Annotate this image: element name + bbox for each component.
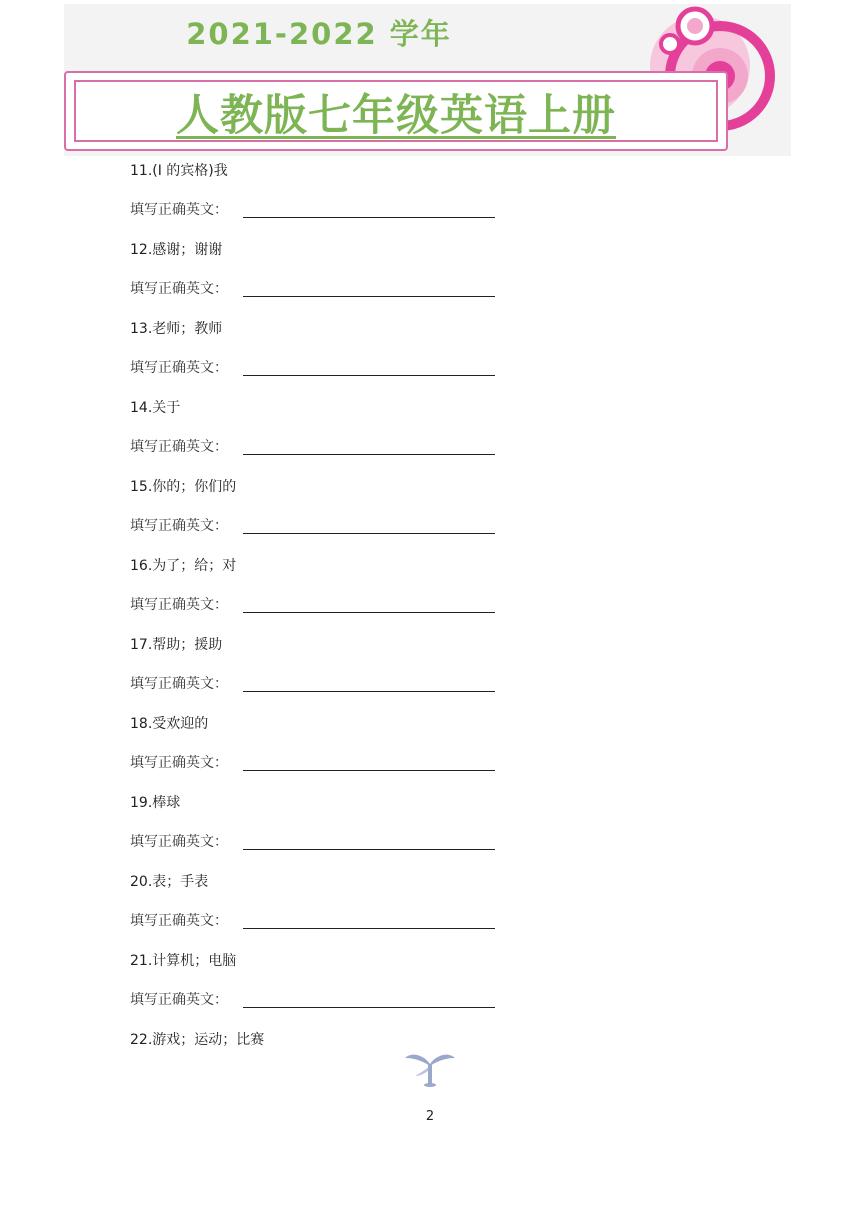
- answer-blank-line[interactable]: [243, 612, 495, 613]
- answer-row: [130, 833, 228, 851]
- answer-label: 填写正确英文：: [130, 439, 228, 455]
- answer-row: [130, 675, 228, 693]
- school-year-heading: 2021-2022 学年: [186, 17, 452, 51]
- exercise-prompt: 21.计算机；电脑: [130, 953, 237, 969]
- answer-blank-line[interactable]: [243, 770, 495, 771]
- exercise-prompt: 19.棒球: [130, 795, 181, 811]
- answer-row: [130, 991, 228, 1009]
- answer-label: 填写正确英文：: [130, 834, 228, 850]
- document-title: 人教版七年级英语上册: [176, 91, 616, 141]
- answer-blank-line[interactable]: [243, 454, 495, 455]
- exercise-prompt: 18.受欢迎的: [130, 716, 209, 732]
- answer-blank-line[interactable]: [243, 1007, 495, 1008]
- answer-row: [130, 438, 228, 456]
- exercise-prompt: 12.感谢；谢谢: [130, 242, 223, 258]
- answer-label: 填写正确英文：: [130, 992, 228, 1008]
- answer-label: 填写正确英文：: [130, 676, 228, 692]
- answer-row: [130, 280, 228, 298]
- exercise-prompt: 11.(I 的宾格)我: [130, 163, 228, 179]
- page-number: 2: [425, 1109, 435, 1124]
- exercise-prompt: 22.游戏；运动；比赛: [130, 1032, 265, 1048]
- answer-blank-line[interactable]: [243, 928, 495, 929]
- answer-row: [130, 596, 228, 614]
- answer-row: [130, 359, 228, 377]
- answer-row: [130, 201, 228, 219]
- answer-row: [130, 912, 228, 930]
- exercise-prompt: 17.帮助；援助: [130, 637, 223, 653]
- answer-label: 填写正确英文：: [130, 518, 228, 534]
- exercise-prompt: 16.为了；给；对: [130, 558, 237, 574]
- exercise-prompt: 20.表；手表: [130, 874, 209, 890]
- answer-label: 填写正确英文：: [130, 281, 228, 297]
- answer-blank-line[interactable]: [243, 296, 495, 297]
- answer-label: 填写正确英文：: [130, 755, 228, 771]
- answer-blank-line[interactable]: [243, 691, 495, 692]
- answer-blank-line[interactable]: [243, 533, 495, 534]
- answer-label: 填写正确英文：: [130, 360, 228, 376]
- answer-label: 填写正确英文：: [130, 597, 228, 613]
- answer-label: 填写正确英文：: [130, 202, 228, 218]
- answer-blank-line[interactable]: [243, 849, 495, 850]
- exercise-prompt: 14.关于: [130, 400, 181, 416]
- answer-row: [130, 754, 228, 772]
- exercise-prompt: 15.你的；你们的: [130, 479, 237, 495]
- answer-blank-line[interactable]: [243, 217, 495, 218]
- answer-label: 填写正确英文：: [130, 913, 228, 929]
- answer-blank-line[interactable]: [243, 375, 495, 376]
- answer-row: [130, 517, 228, 535]
- leaf-ornament: [403, 1050, 457, 1088]
- exercise-prompt: 13.老师；教师: [130, 321, 223, 337]
